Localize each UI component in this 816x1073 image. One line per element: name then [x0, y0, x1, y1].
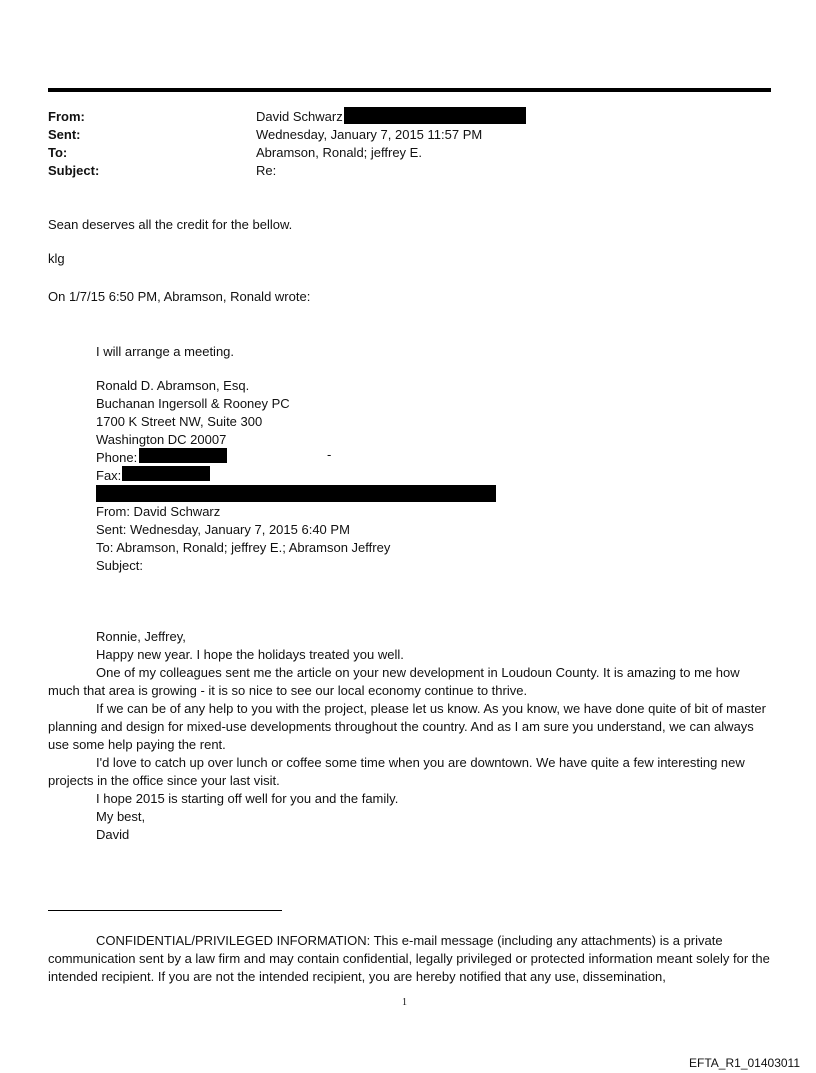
- redaction-box: [122, 466, 210, 481]
- redaction-box: [96, 485, 496, 502]
- message-closing: My best,: [96, 809, 146, 824]
- subject-label: Subject:: [48, 163, 100, 178]
- header-top-rule: [48, 88, 771, 92]
- message-paragraph-2-text: One of my colleagues sent me the article on your new development in Loudoun County. It is amazing to me how much that area is growing - it is so nice to see our local economy continue to thrive.: [48, 665, 740, 698]
- message-paragraph-3: [48, 700, 768, 754]
- quoted-arrange-line: I will arrange a meeting.: [96, 344, 235, 359]
- original-sent: Sent: Wednesday, January 7, 2015 6:40 PM: [96, 522, 350, 537]
- reply-line-2: klg: [48, 251, 65, 266]
- from-value: David Schwarz: [256, 109, 343, 124]
- from-label: From:: [48, 109, 85, 124]
- sent-value: Wednesday, January 7, 2015 11:57 PM: [256, 127, 483, 142]
- quote-intro: On 1/7/15 6:50 PM, Abramson, Ronald wrote:: [48, 289, 311, 304]
- message-paragraph-4: [48, 754, 768, 790]
- original-subject: Subject:: [96, 558, 143, 573]
- signature-address-2: Washington DC 20007: [96, 432, 227, 447]
- to-value: Abramson, Ronald; jeffrey E.: [256, 145, 422, 160]
- subject-value: Re:: [256, 163, 277, 178]
- signature-name: Ronald D. Abramson, Esq.: [96, 378, 250, 393]
- sent-label: Sent:: [48, 127, 81, 142]
- original-from: From: David Schwarz: [96, 504, 221, 519]
- redaction-box: [139, 448, 227, 463]
- signature-firm: Buchanan Ingersoll & Rooney PC: [96, 396, 290, 411]
- message-signoff: David: [96, 827, 130, 842]
- signature-phone-label: Phone:: [96, 450, 138, 465]
- message-paragraph-5: I hope 2015 is starting off well for you and the family.: [96, 791, 399, 806]
- confidentiality-notice-text: CONFIDENTIAL/PRIVILEGED INFORMATION: This e-mail message (including any attachments) is a private communication sent by a law firm and may contain confidential, legally privileged or protected information meant solely for the intended recipient. If you are not the intended recipient, you are hereby notified that any use, dissemination,: [48, 933, 770, 984]
- message-paragraph-4-text: I'd love to catch up over lunch or coffee some time when you are downtown. We have quite a few interesting new projects in the office since your last visit.: [48, 755, 745, 788]
- reply-line-1: Sean deserves all the credit for the bellow.: [48, 217, 293, 232]
- page-number: 1: [402, 997, 407, 1008]
- document-id: EFTA_R1_01403011: [689, 1056, 800, 1070]
- message-greeting: Ronnie, Jeffrey,: [96, 629, 186, 644]
- redaction-box: [344, 107, 526, 124]
- message-paragraph-2: [48, 664, 768, 700]
- message-paragraph-1: Happy new year. I hope the holidays treated you well.: [96, 647, 404, 662]
- signature-dash: -: [327, 447, 332, 462]
- original-to: To: Abramson, Ronald; jeffrey E.; Abramson Jeffrey: [96, 540, 391, 555]
- to-label: To:: [48, 145, 68, 160]
- signature-address-1: 1700 K Street NW, Suite 300: [96, 414, 263, 429]
- footnote-divider: [48, 910, 282, 911]
- signature-fax-label: Fax:: [96, 468, 122, 483]
- confidentiality-notice: [48, 932, 770, 986]
- message-paragraph-3-text: If we can be of any help to you with the project, please let us know. As you know, we have done quite of bit of master planning and design for mixed-use developments throughout the country. And as I am sure you understand, we can always use some help paying the rent.: [48, 701, 766, 752]
